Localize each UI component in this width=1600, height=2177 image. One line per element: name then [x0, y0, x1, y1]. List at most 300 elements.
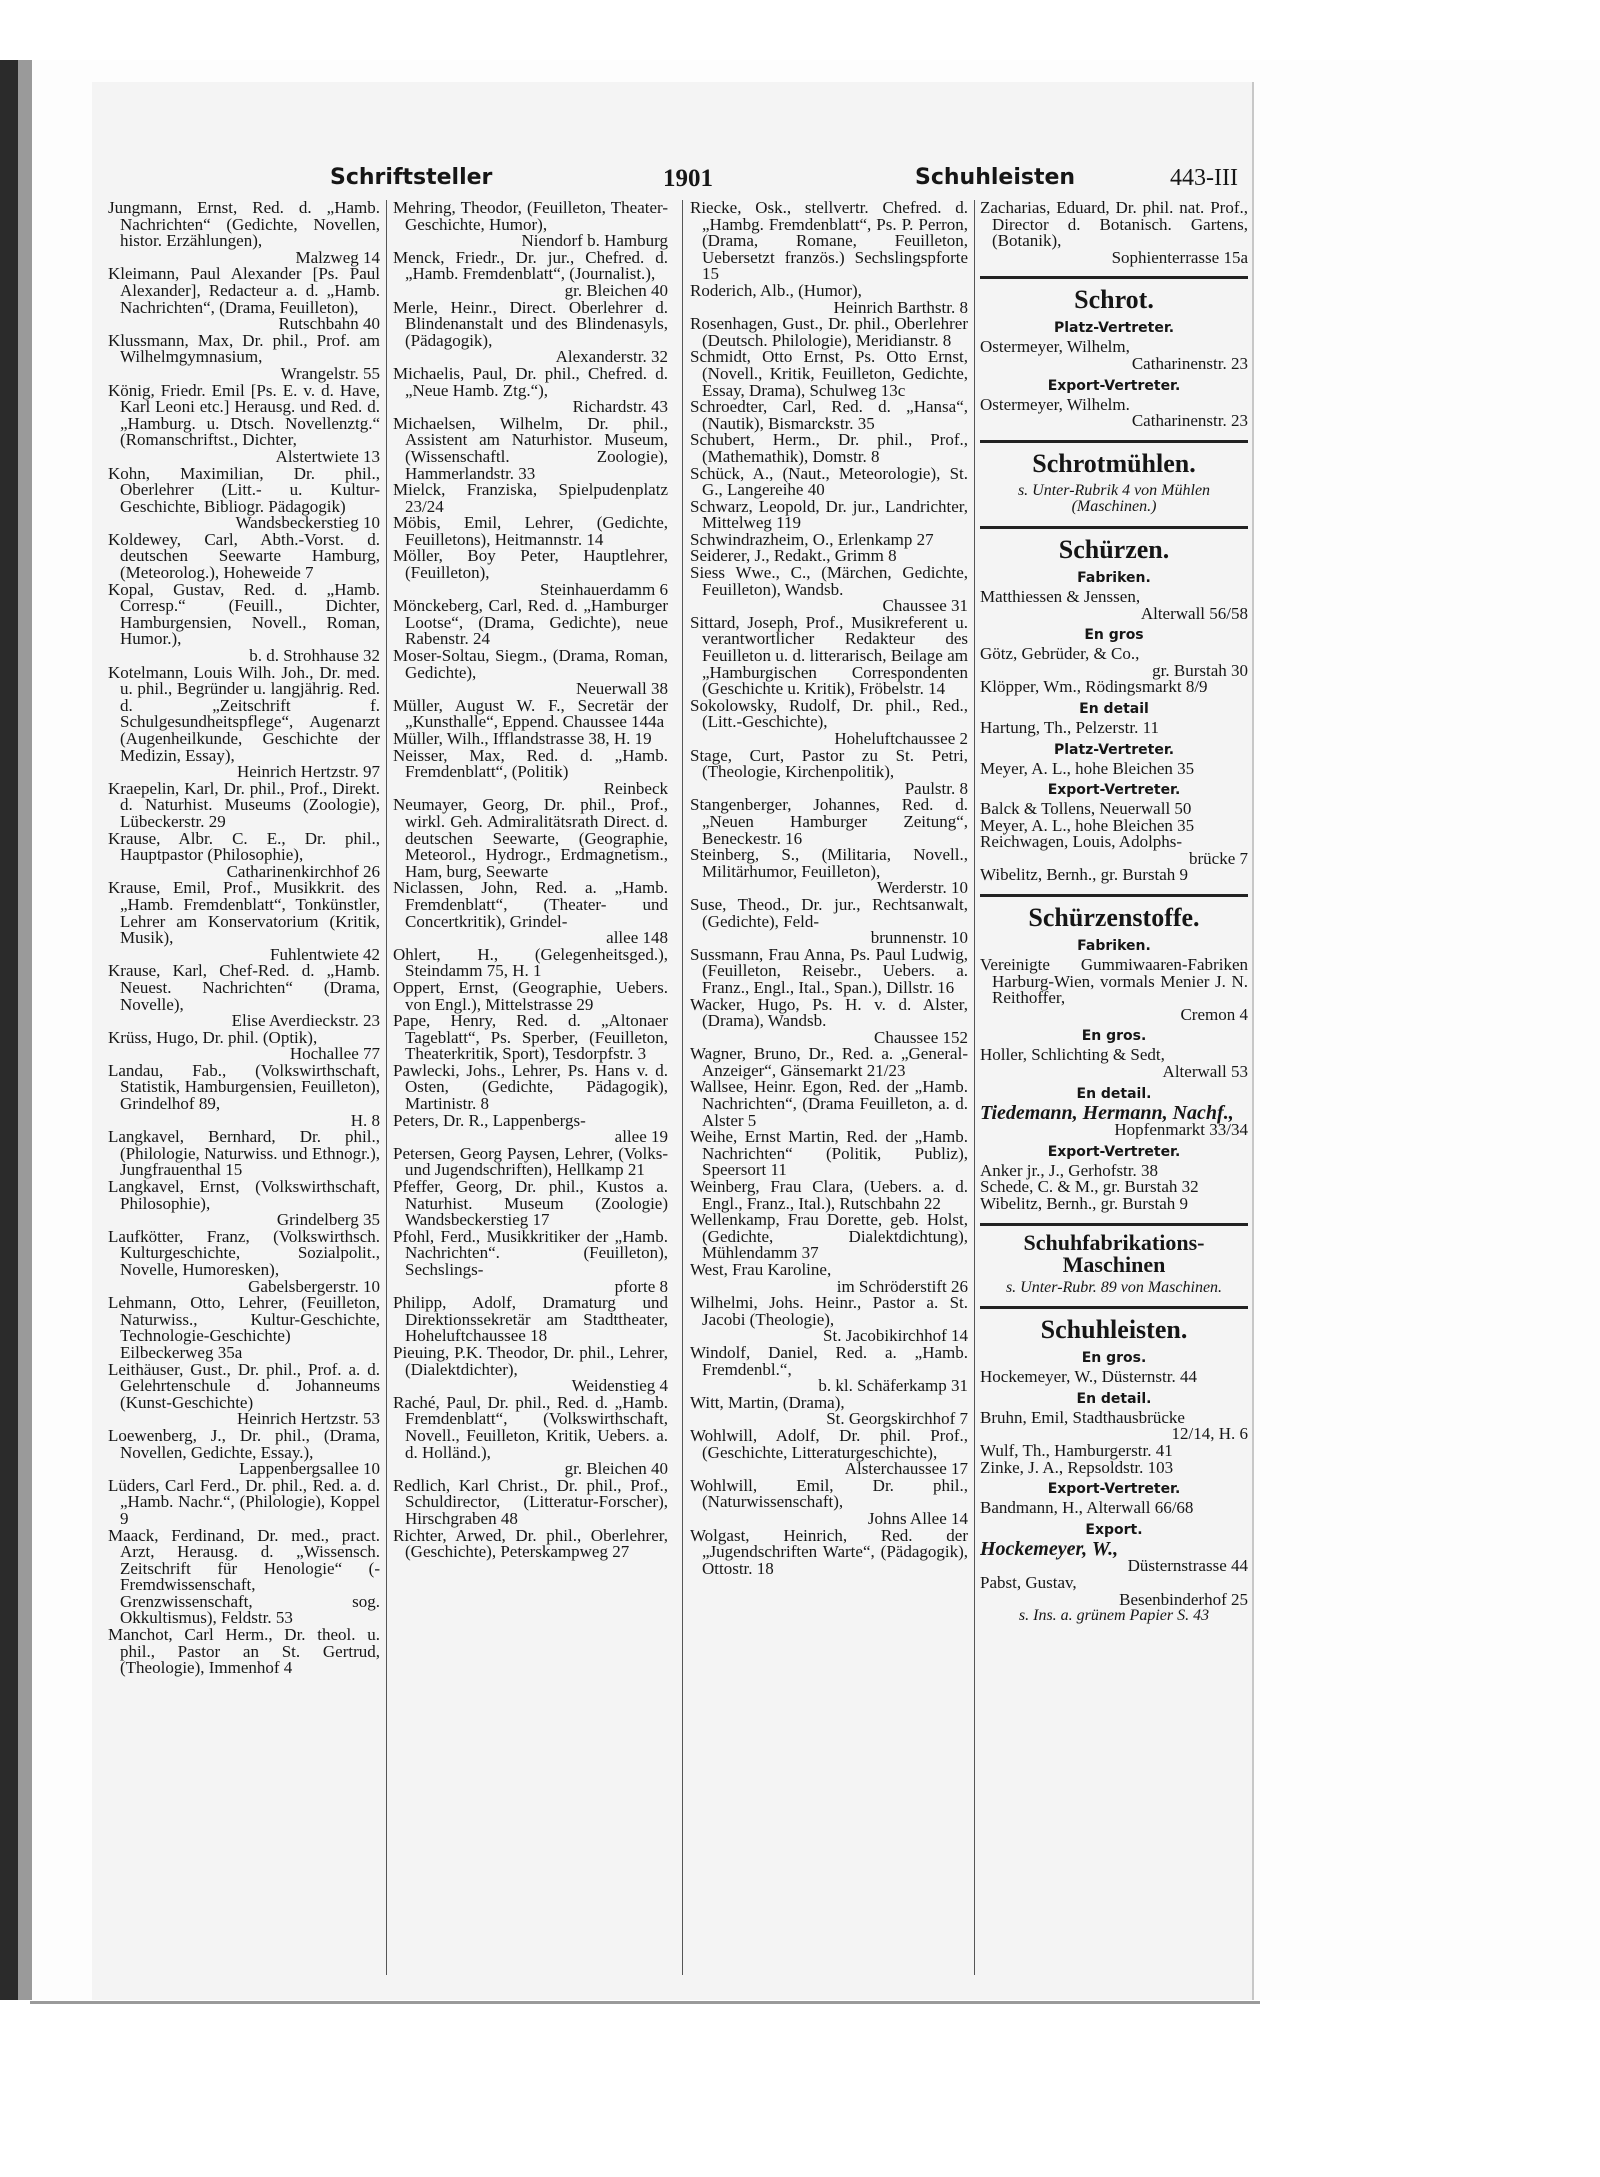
entry-text: Schubert, Herm., Dr. phil., Prof., (Mathemathik), Domstr. 8 [690, 430, 968, 466]
column-1 [108, 200, 380, 1980]
directory-entry [980, 646, 1248, 679]
directory-entry [690, 695, 968, 748]
directory-entry [393, 695, 668, 732]
directory-entry [690, 565, 968, 615]
entry-address: Gabelsbergerstr. 10 [248, 1276, 380, 1296]
entry-address: Alsterchaussee 17 [844, 1459, 968, 1479]
entry-text: Peters, Dr. R., Lappenbergs- [393, 1110, 586, 1130]
entry-address: Malzweg 14 [295, 247, 380, 267]
entry-text: Langkavel, Ernst, (Volkswirthschaft, Philosophie), [108, 1177, 380, 1213]
directory-entry [108, 266, 380, 332]
directory-entry [393, 648, 668, 698]
directory-entry [108, 1226, 380, 1296]
column-2 [393, 200, 668, 1980]
directory-entry [980, 758, 1248, 778]
entry-text: Manchot, Carl Herm., Dr. theol. u. phil., Pastor an St. Gertrud, (Theologie), Immenhof 4 [108, 1625, 380, 1678]
directory-entry [393, 1179, 668, 1229]
entry-text: Schede, C. & M., gr. Burstah 32 [980, 1177, 1199, 1197]
entry-address: Steinhauerdamm 6 [540, 579, 668, 599]
directory-entry [108, 880, 380, 963]
entry-text: Wibelitz, Bernh., gr. Burstah 9 [980, 865, 1189, 885]
entry-text: Michaelis, Paul, Dr. phil., Chefred. d. „Neue Hamb. Ztg.“), [393, 363, 668, 400]
entry-text: Mielck, Franziska, Spielpudenplatz 23/24 [393, 480, 668, 516]
section-title: Schrotmühlen. [1032, 448, 1196, 478]
entry-address: Reinbeck [603, 778, 668, 798]
entry-text: Krause, Karl, Chef-Red. d. „Hamb. Neuest. Nachrichten“ (Drama, Novelle), [108, 961, 380, 1014]
directory-entry [690, 1425, 968, 1479]
entry-address: Rutschbahn 40 [278, 314, 380, 334]
scan-binding-shadow [18, 60, 32, 2020]
entry-text: Anker jr., J., Gerhofstr. 38 [980, 1160, 1159, 1180]
directory-entry [690, 496, 968, 533]
directory-entry [393, 1392, 668, 1479]
entry-address: Catharinenstr. 23 [1131, 353, 1248, 373]
directory-entry [393, 598, 668, 648]
entry-text: Merle, Heinr., Direct. Oberlehrer d. Blindenanstalt und des Blindenasyls, (Pädagogik), [393, 297, 668, 350]
entry-text: Hockemeyer, W., [980, 1537, 1119, 1560]
entry-text: Matthiessen & Jenssen, [980, 586, 1141, 606]
entry-text: Siess Wwe., C., (Märchen, Gedichte, Feuilleton), Wandsb. [690, 563, 968, 599]
entry-address: Hoheluftchaussee 2 [834, 729, 968, 748]
entry-text: Windolf, Daniel, Red. a. „Hamb. Fremdenbl.“, [690, 1342, 968, 1379]
entry-address: gr. Bleichen 40 [564, 280, 668, 300]
section-rule [980, 1306, 1248, 1309]
entry-address: Heinrich Hertzstr. 97 [236, 762, 380, 782]
entry-address: im Schröderstift 26 [836, 1276, 968, 1296]
category-subheading: En gros [1084, 627, 1144, 644]
entry-text: Weinberg, Frau Clara, (Uebers. a. d. Engl., Franz., Ital.), Rutschbahn 22 [690, 1177, 968, 1213]
entry-text: Meyer, A. L., hohe Bleichen 35 [980, 815, 1195, 835]
entry-address: Lappenbergsallee 10 [239, 1459, 380, 1479]
entry-text: Rosenhagen, Gust., Dr. phil., Oberlehrer (Deutsch. Philologie), Meridianstr. 8 [690, 314, 968, 350]
cross-reference-note: s. Unter-Rubrik 4 von Mühlen (Maschinen.) [1017, 481, 1211, 516]
directory-entry [690, 1342, 968, 1396]
entry-text: Wacker, Hugo, Ps. H. v. d. Alster, (Drama), Wandsb. [690, 994, 968, 1031]
directory-entry [690, 1295, 968, 1345]
entry-text: Möller, Boy Peter, Hauptlehrer, (Feuilleton), [393, 546, 668, 583]
directory-entry [108, 200, 380, 266]
entry-address: Elise Averdieckstr. 23 [231, 1011, 380, 1031]
entry-text: Schwarz, Leopold, Dr. jur., Landrichter, Mittelweg 119 [690, 496, 968, 533]
entry-text: Pabst, Gustav, [980, 1572, 1077, 1592]
entry-address: gr. Bleichen 40 [564, 1459, 668, 1479]
entry-address: Alterwall 53 [1162, 1062, 1248, 1082]
entry-text: Stage, Curt, Pastor zu St. Petri, (Theologie, Kirchenpolitik), [690, 745, 968, 782]
directory-entry [393, 413, 668, 483]
entry-text: Oppert, Ernst, (Geographie, Uebers. von Engl.), Mittelstrasse 29 [393, 977, 668, 1014]
directory-entry [690, 1475, 968, 1528]
directory-entry [393, 200, 668, 250]
entry-text: Neisser, Max, Red. d. „Hamb. Fremdenblatt“, (Politik) [393, 745, 668, 782]
entry-text: Schmidt, Otto Ernst, Ps. Otto Ernst, (Novell., Kritik, Feuilleton, Gedichte, Essay, Drama), Schulweg 13c [690, 347, 968, 400]
directory-entry [690, 349, 968, 399]
entry-text: Zinke, J. A., Repsoldstr. 103 [980, 1457, 1174, 1477]
directory-entry [393, 745, 668, 798]
entry-address: Besenbinderhof 25 [1119, 1589, 1248, 1609]
directory-entry [980, 200, 1248, 266]
entry-text: Menck, Friedr., Dr. jur., Chefred. d. „Hamb. Fremdenblatt“, (Journalist.), [393, 247, 668, 284]
directory-entry [980, 394, 1248, 431]
category-subheading: Platz-Vertreter. [1053, 320, 1175, 337]
directory-entry [393, 1226, 668, 1296]
section-title: Schuhfabrikations-Maschinen [1023, 1229, 1205, 1277]
entry-text: Ohlert, H., (Gelegenheitsged.), Steindamm 75, H. 1 [393, 944, 668, 981]
directory-entry [393, 297, 668, 367]
scan-margin-bottom [0, 2000, 1600, 2177]
entry-text: West, Frau Karoline, [690, 1260, 832, 1279]
directory-entry [980, 1101, 1248, 1140]
entry-text: Pfeffer, Georg, Dr. phil., Kustos a. Naturhist. Museum (Zoologie) Wandsbeckerstieg 17 [393, 1177, 668, 1230]
directory-entry [690, 847, 968, 897]
entry-address: Alexanderstr. 32 [555, 347, 668, 367]
directory-entry [108, 529, 380, 583]
entry-text: Mönckeberg, Carl, Red. d. „Hamburger Lootse“, (Drama, Gedichte), neue Rabenstr. 24 [393, 596, 668, 649]
entry-text: Lehmann, Otto, Lehrer, (Feuilleton, Naturwiss., Kultur-Geschichte, Technologie-Geschichte) Eilbeckerweg 35a [108, 1293, 380, 1362]
section-rule [980, 526, 1248, 529]
directory-entry [690, 200, 968, 283]
entry-address: brücke 7 [1188, 848, 1248, 868]
entry-text: Kraepelin, Karl, Dr. phil., Prof., Direkt. d. Naturhist. Museums (Zoologie), Lübeckerstr. 29 [108, 778, 380, 831]
entry-address: Alstertwiete 13 [275, 446, 380, 466]
directory-entry [690, 894, 968, 948]
entry-address: Heinrich Barthstr. 8 [833, 297, 968, 317]
entry-address: Cremon 4 [1180, 1004, 1248, 1024]
entry-text: Sittard, Joseph, Prof., Musikreferent u. verantwortlicher Redakteur des Feuilleton u. d. litterarisch, Beilage am „Hamburgischen Correspondenten (Geschichte u. Kritik), Fröbelstr. 14 [690, 612, 968, 699]
entry-text: Koldewey, Carl, Abth.-Vorst. d. deutschen Seewarte Hamburg, (Meteorolog.), Hoheweide 7 [108, 529, 380, 583]
entry-text: Stangenberger, Johannes, Red. d. „Neuen Hamburger Zeitung“, Beneckestr. 16 [690, 795, 968, 848]
entry-address: Paulstr. 8 [904, 778, 968, 798]
entry-address: pforte 8 [614, 1276, 668, 1296]
entry-address: allee 19 [614, 1127, 668, 1147]
directory-entry [980, 1369, 1248, 1386]
entry-text: Pieuing, P.K. Theodor, Dr. phil., Lehrer, (Dialektdichter), [393, 1342, 668, 1379]
directory-entry [393, 977, 668, 1014]
section-rule [980, 894, 1248, 897]
entry-text: Loewenberg, J., Dr. phil., (Drama, Novellen, Gedichte, Essay.), [108, 1425, 380, 1462]
entry-text: Niclassen, John, Red. a. „Hamb. Fremdenblatt“, (Theater- und Concertkritik), Grindel- [393, 878, 668, 931]
entry-address: H. 8 [350, 1110, 380, 1130]
entry-address: Hochallee 77 [289, 1044, 380, 1064]
cross-reference-note: s. Unter-Rubr. 89 von Maschinen. [1005, 1278, 1223, 1296]
scan-edge-line [30, 2001, 1260, 2004]
directory-entry [690, 432, 968, 465]
column-rule [386, 200, 387, 1975]
category-subheading: En detail [1079, 700, 1149, 717]
directory-entry [108, 1129, 380, 1179]
directory-entry [393, 1342, 668, 1396]
entry-text: Hockemeyer, W., Düsternstr. 44 [980, 1367, 1197, 1387]
page-header [108, 165, 1248, 195]
entry-text: Wilhelmi, Johs. Heinr., Pastor a. St. Jacobi (Theologie), [690, 1293, 968, 1329]
entry-text: Roderich, Alb., (Humor), [690, 280, 862, 300]
entry-address: Niendorf b. Hamburg [521, 231, 668, 251]
entry-text: Witt, Martin, (Drama), [690, 1392, 845, 1412]
entry-text: Raché, Paul, Dr. phil., Red. d. „Hamb. Fremdenblatt“, (Volkswirthschaft, Novell., Feuilleton, Kritik, Uebers. a. d. Holländ.), [393, 1392, 668, 1462]
entry-text: Ostermeyer, Wilhelm. [980, 394, 1130, 414]
directory-entry [108, 1060, 380, 1130]
entry-address: allee 148 [606, 928, 668, 948]
category-subheading: Export-Vertreter. [1047, 377, 1181, 394]
entry-text: Reichwagen, Louis, Adolphs- [980, 832, 1183, 852]
directory-entry [393, 1060, 668, 1114]
directory-entry [690, 994, 968, 1047]
section-rule [980, 440, 1248, 443]
section-title: Schuhleisten. [1040, 1315, 1188, 1345]
directory-entry [690, 1079, 968, 1129]
entry-address: Catharinenstr. 23 [1131, 411, 1248, 431]
directory-entry [108, 1027, 380, 1064]
category-subheading: Export. [1085, 1521, 1143, 1538]
entry-text: Laufkötter, Franz, (Volkswirthsch. Kulturgeschichte, Sozialpolit., Novelle, Humoresken), [108, 1226, 380, 1279]
directory-entry [108, 662, 380, 782]
entry-address: Düsternstrasse 44 [1127, 1556, 1248, 1576]
category-subheading: Export-Vertreter. [1047, 1481, 1181, 1498]
entry-address: Wandsbeckerstieg 10 [235, 513, 380, 533]
entry-text: Kopal, Gustav, Red. d. „Hamb. Corresp.“ (Feuill., Dichter, Hamburgensien, Novell., Roman, Humor.), [108, 579, 380, 649]
entry-text: Meyer, A. L., hohe Bleichen 35 [980, 758, 1195, 778]
entry-address: b. kl. Schäferkamp 31 [818, 1376, 968, 1396]
entry-text: Schroedter, Carl, Red. d. „Hansa“, (Nautik), Bismarckstr. 35 [690, 397, 968, 433]
entry-address: Sophienterrasse 15a [1111, 247, 1248, 267]
scan-binding-edge [0, 60, 18, 2020]
entry-address: Catharinenkirchhof 26 [226, 861, 380, 881]
entry-text: Wulf, Th., Hamburgerstr. 41 [980, 1440, 1173, 1460]
directory-entry [980, 1572, 1248, 1609]
entry-text: Wohlwill, Adolf, Dr. phil. Prof., (Geschichte, Litteraturgeschichte), [690, 1425, 968, 1462]
directory-entry [393, 797, 668, 880]
directory-entry [108, 1525, 380, 1628]
category-subheading: En detail. [1076, 1085, 1152, 1102]
category-subheading: Fabriken. [1077, 569, 1151, 586]
directory-entry [690, 944, 968, 997]
directory-entry [393, 944, 668, 981]
entry-text: Krause, Albr. C. E., Dr. phil., Hauptpastor (Philosophie), [108, 828, 380, 865]
directory-entry [980, 586, 1248, 623]
category-subheading: Fabriken. [1077, 938, 1151, 955]
entry-address: brunnenstr. 10 [870, 928, 968, 948]
entry-address: b. d. Strohhause 32 [249, 646, 380, 666]
entry-text: Balck & Tollens, Neuerwall 50 [980, 799, 1192, 819]
column-rule [974, 200, 975, 1975]
entry-text: Kotelmann, Louis Wilh. Joh., Dr. med. u. phil., Begründer u. langjährig. Red. d. „Zeitschrift f. Schulgesundheitspflege“, Augenarzt (Augenheilkunde, Geschichte der Medizin, Essay), [108, 662, 380, 765]
directory-entry [108, 828, 380, 881]
entry-text: Kleimann, Paul Alexander [Ps. Paul Alexander], Redacteur a. d. „Hamb. Nachrichten“, (Drama, Feuilleton), [108, 264, 380, 317]
entry-address: St. Jacobikirchhof 14 [823, 1326, 968, 1346]
entry-text: Krüss, Hugo, Dr. phil. (Optik), [108, 1027, 318, 1047]
entry-text: Götz, Gebrüder, & Co., [980, 644, 1140, 664]
entry-text: Ostermeyer, Wilhelm, [980, 337, 1130, 357]
entry-text: Wagner, Bruno, Dr., Red. a. „General-Anzeiger“, Gänsemarkt 21/23 [690, 1044, 968, 1080]
directory-entry [393, 1110, 668, 1147]
entry-text: Redlich, Karl Christ., Dr. phil., Prof., Schuldirector, (Litteratur-Forscher), Hirschgraben 48 [393, 1475, 668, 1528]
directory-entry [393, 1295, 668, 1345]
entry-text: Steinberg, S., (Militaria, Novell., Militärhumor, Feuilleton), [690, 845, 968, 881]
entry-text: Möbis, Emil, Lehrer, (Gedichte, Feuilletons), Heitmannstr. 14 [393, 513, 668, 549]
entry-text: Philipp, Adolf, Dramaturg und Direktionssekretär am Stadttheater, Hoheluftchaussee 18 [393, 1293, 668, 1346]
entry-text: Suse, Theod., Dr. jur., Rechtsanwalt, (Gedichte), Feld- [690, 894, 968, 931]
directory-entry [980, 1457, 1248, 1477]
entry-text: Bruhn, Emil, Stadthausbrücke [980, 1407, 1185, 1427]
directory-entry [393, 482, 668, 515]
entry-text: Weihe, Ernst Martin, Red. der „Hamb. Nachrichten“ (Politik, Publiz), Speersort 11 [690, 1127, 968, 1180]
directory-entry [108, 579, 380, 666]
directory-entry [108, 1627, 380, 1677]
entry-text: Petersen, Georg Paysen, Lehrer, (Volks- und Jugendschriften), Hellkamp 21 [393, 1143, 668, 1180]
entry-text: Wohlwill, Emil, Dr. phil., (Naturwissenschaft), [690, 1475, 968, 1512]
entry-text: Sokolowsky, Rudolf, Dr. phil., Red., (Litt.-Geschichte), [690, 695, 968, 732]
directory-entry [108, 330, 380, 383]
category-subheading: Export-Vertreter. [1047, 1143, 1181, 1160]
entry-text: Neumayer, Georg, Dr. phil., Prof., wirkl. Geh. Admiralitätsrath Direct. d. deutschen Seewarte, (Geographie, Meteorol., Hydrogr., Erdmagnetism., Ham, burg, Seewarte [393, 795, 668, 881]
directory-entry [393, 1525, 668, 1562]
entry-address: Johns Allee 14 [867, 1508, 968, 1528]
directory-entry [393, 515, 668, 548]
directory-entry [690, 797, 968, 847]
directory-entry [393, 548, 668, 598]
directory-entry [108, 778, 380, 831]
category-subheading: En gros. [1081, 1350, 1147, 1367]
entry-text: Holler, Schlichting & Sedt, [980, 1045, 1165, 1065]
directory-entry [690, 1392, 968, 1429]
entry-text: Kohn, Maximilian, Dr. phil., Oberlehrer (Litt.- u. Kultur-Geschichte, Bibliogr. Pädagogik) [108, 463, 380, 516]
entry-text: Müller, Wilh., Ifflandstrasse 38, H. 19 [393, 729, 652, 748]
directory-entry [690, 463, 968, 500]
entry-text: Richter, Arwed, Dr. phil., Oberlehrer, (Geschichte), Peterskampweg 27 [393, 1525, 668, 1562]
directory-entry [690, 280, 968, 317]
directory-entry [108, 463, 380, 533]
directory-entry [690, 612, 968, 699]
directory-entry [393, 1143, 668, 1180]
directory-entry [108, 380, 380, 466]
entry-text: König, Friedr. Emil [Ps. E. v. d. Have, Karl Leoni etc.] Herausg. und Red. d. „Hamburg. u. Dtsch. Novellenztg.“ (Romanschriftst., Dichter, [108, 380, 380, 450]
directory-entry [980, 1196, 1248, 1213]
entry-address: Alterwall 56/58 [1140, 603, 1248, 623]
entry-address: Heinrich Hertzstr. 53 [236, 1409, 380, 1429]
header-year: 1901 [663, 165, 713, 192]
section-rule [980, 276, 1248, 279]
section-title: Schürzen. [1058, 534, 1170, 564]
entry-address: Richardstr. 43 [572, 397, 668, 417]
category-subheading: En gros. [1081, 1028, 1147, 1045]
directory-entry [393, 1475, 668, 1528]
entry-text: Wellenkamp, Frau Dorette, geb. Holst, (Gedichte, Dialektdichtung), Mühlendamm 37 [690, 1210, 968, 1263]
entry-text: Schück, A., (Naut., Meteorologie), St. G., Langereihe 40 [690, 463, 968, 500]
entry-text: Lüders, Carl Ferd., Dr. phil., Red. a. d. „Hamb. Nachr.“, (Philologie), Koppel 9 [108, 1475, 380, 1528]
entry-text: Wolgast, Heinrich, Red. der „Jugendschriften Warte“, (Pädagogik), Ottostr. 18 [690, 1525, 968, 1578]
entry-text: Wibelitz, Bernh., gr. Burstah 9 [980, 1194, 1189, 1213]
insert-note: s. Ins. a. grünem Papier S. 43 [1018, 1607, 1210, 1625]
directory-entry [980, 1537, 1248, 1576]
entry-address: Grindelberg 35 [276, 1210, 380, 1230]
directory-entry [690, 1525, 968, 1578]
entry-text: Klöpper, Wm., Rödingsmarkt 8/9 [980, 677, 1208, 697]
entry-text: Maack, Ferdinand, Dr. med., pract. Arzt, Herausg. d. „Wissensch. Zeitschrift für Henologie“ (-Fremdwissenschaft, Grenzwissenschaft, sog. Okkultismus), Feldstr. 53 [108, 1525, 380, 1628]
scan-margin-top [0, 0, 1600, 60]
directory-entry [690, 745, 968, 798]
entry-text: Pape, Henry, Red. d. „Altonaer Tageblatt“, Ps. Sperber, (Feuilleton, Theaterkritik, Sport), Tesdorpfstr. 3 [393, 1011, 668, 1064]
section-rule [980, 1223, 1248, 1226]
page-number: 443-III [1170, 165, 1238, 191]
entry-text: Müller, August W. F., Secretär der „Kunsthalle“, Eppend. Chaussee 144a [393, 695, 668, 732]
entry-address: gr. Burstah 30 [1152, 660, 1248, 680]
directory-entry [690, 1262, 968, 1295]
entry-text: Michaelsen, Wilhelm, Dr. phil., Assistent am Naturhistor. Museum, (Wissenschaftl. Zoologie), Hammerlandstr. 33 [393, 413, 668, 483]
header-left-keyword: Schriftsteller [330, 165, 493, 190]
category-subheading: Export-Vertreter. [1047, 782, 1181, 799]
entry-address: Hopfenmarkt 33/34 [1114, 1120, 1248, 1140]
section-title: Schürzenstoffe. [1028, 903, 1200, 933]
entry-address: Neuerwall 38 [575, 679, 668, 699]
directory-entry [108, 1425, 380, 1479]
directory-entry [393, 363, 668, 417]
directory-entry [108, 1475, 380, 1528]
directory-entry [393, 247, 668, 300]
entry-address: Wrangelstr. 55 [280, 363, 380, 383]
entry-text: Bandmann, H., Alterwall 66/68 [980, 1498, 1194, 1518]
directory-entry [108, 1179, 380, 1229]
column-3 [690, 200, 968, 1980]
entry-text: Landau, Fab., (Volkswirthschaft, Statistik, Hamburgensien, Feuilleton), Grindelhof 89, [108, 1060, 380, 1114]
entry-text: Jungmann, Ernst, Red. d. „Hamb. Nachrichten“ (Gedichte, Novellen, histor. Erzählungen), [108, 200, 380, 251]
entry-text: Seiderer, J., Redakt., Grimm 8 [690, 546, 897, 566]
directory-entry [108, 1359, 380, 1429]
entry-address: Chaussee 152 [874, 1027, 968, 1047]
directory-entry [690, 1129, 968, 1179]
entry-address: St. Georgskirchhof 7 [826, 1409, 968, 1429]
entry-text: Langkavel, Bernhard, Dr. phil., (Philologie, Naturwiss. und Ethnogr.), Jungfrauenthal 15 [108, 1127, 380, 1180]
directory-entry [690, 1179, 968, 1212]
entry-text: Wallsee, Heinr. Egon, Red. der „Hamb. Nachrichten“, (Drama Feuilleton, a. d. Alster 5 [690, 1077, 968, 1130]
entry-text: Sussmann, Frau Anna, Ps. Paul Ludwig, (Feuilleton, Reisebr., Uebers. a. Franz., Engl., Ital., Span.), Dillstr. 16 [690, 944, 968, 997]
directory-entry [108, 963, 380, 1029]
entry-address: 12/14, H. 6 [1171, 1424, 1248, 1444]
directory-entry [690, 1212, 968, 1262]
entry-text: Moser-Soltau, Siegm., (Drama, Roman, Gedichte), [393, 646, 668, 682]
entry-text: Riecke, Osk., stellvertr. Chefred. d. „Hambg. Fremdenblatt“, Ps. P. Perron, (Drama, Romane, Feuilleton, Uebersetzt französ.) Sechslingspforte 15 [690, 200, 968, 284]
entry-text: Klussmann, Max, Dr. phil., Prof. am Wilhelmgymnasium, [108, 330, 380, 367]
entry-text: Tiedemann, Hermann, Nachf., [980, 1101, 1234, 1124]
directory-entry [393, 880, 668, 946]
directory-entry [980, 1500, 1248, 1517]
section-title: Schrot. [1074, 285, 1154, 315]
directory-entry [108, 1295, 380, 1361]
entry-address: Fuhlentwiete 42 [269, 944, 380, 964]
directory-entry [690, 316, 968, 349]
column-rule [682, 200, 683, 1975]
directory-entry [393, 1013, 668, 1063]
entry-text: Pfohl, Ferd., Musikkritiker der „Hamb. Nachrichten“. (Feuilleton), Sechslings- [393, 1226, 668, 1279]
entry-text: Leithäuser, Gust., Dr. phil., Prof. a. d. Gelehrtenschule d. Johanneums (Kunst-Geschichte) [108, 1359, 380, 1412]
directory-entry [690, 399, 968, 432]
column-4 [980, 200, 1248, 1980]
directory-entry [980, 1407, 1248, 1444]
directory-entry [980, 679, 1248, 696]
directory-entry [980, 339, 1248, 372]
directory-entry [690, 1046, 968, 1079]
category-subheading: En detail. [1076, 1390, 1152, 1407]
header-right-keyword: Schuhleisten [915, 165, 1076, 190]
entry-text: Vereinigte Gummiwaaren-Fabriken Harburg-Wien, vormals Menier J. N. Reithoffer, [980, 955, 1248, 1008]
directory-entry [980, 957, 1248, 1023]
entry-text: Schwindrazheim, O., Erlenkamp 27 [690, 529, 934, 549]
entry-text: Mehring, Theodor, (Feuilleton, Theater-Geschichte, Humor), [393, 200, 668, 234]
directory-entry [980, 834, 1248, 867]
entry-address: Chaussee 31 [882, 596, 968, 616]
entry-text: Hartung, Th., Pelzerstr. 11 [980, 717, 1159, 737]
directory-entry [980, 867, 1248, 884]
entry-text: Zacharias, Eduard, Dr. phil. nat. Prof., Director d. Botanisch. Gartens, (Botanik), [980, 200, 1248, 251]
entry-text: Krause, Emil, Prof., Musikkrit. des „Hamb. Fremdenblatt“, Tonkünstler, Lehrer am Konservatorium (Kritik, Musik), [108, 878, 380, 948]
